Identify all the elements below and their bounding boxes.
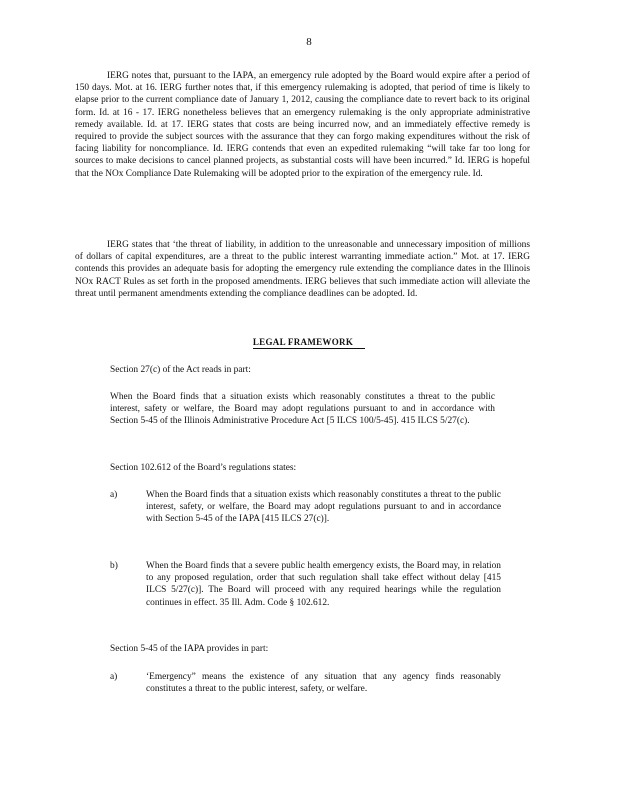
legal-framework-heading: LEGAL FRAMEWORK [253,337,365,349]
list-item-text: When the Board finds that a situation exists which reasonably constitutes a threat to the public interest, safety, or welfare, the Board may adopt regulations pursuant to and in accordance with Section 5-45 of the IAPA [415 ILCS 27(c)]. [146,490,501,525]
section-102612-intro: Section 102.612 of the Board’s regulations states: [110,463,297,473]
section-27c-intro: Section 27(c) of the Act reads in part: [110,365,251,375]
list-item-label: a) [110,672,118,682]
paragraph-ierg-emergency-rule: IERG notes that, pursuant to the IAPA, an emergency rule adopted by the Board would expire after a period of 150 days. Mot. at 16. IERG further notes that, if this emergency rulemaking is adopted, that period of time is likely to elapse prior to the current compliance date of January 1, 2012, causing the compliance date to revert back to its original form. Id. at 16 - 17. IERG nonetheless believes that an emergency rulemaking is the only appropriate administrative remedy available. Id. at 17. IERG states that costs are being incurred now, and an immediately effective remedy is required to provide the subject sources with the assurance that they can forgo making expenditures without the risk of facing liability for noncompliance. Id. IERG contends that even an expedited rulemaking “will take far too long for sources to make decisions to cancel planned projects, as substantial costs will have been incurred.” Id. IERG is hopeful that the NOx Compliance Date Rulemaking will be adopted prior to the expiration of the emergency rule. Id. [75,71,530,179]
list-item-label: b) [110,561,118,571]
section-27c-quote: When the Board finds that a situation exists which reasonably constitutes a threat to the public interest, safety or welfare, the Board may adopt regulations pursuant to and in accordance with Section 5-45 of the Illinois Administrative Procedure Act [5 ILCS 100/5-45]. 415 ILCS 5/27(c). [110,392,495,427]
section-heading [0,337,618,347]
list-item-label: a) [110,490,118,500]
list-item-text: When the Board finds that a severe public health emergency exists, the Board may, in relation to any proposed regulation, order that such regulation shall take effect without delay [415 ILCS 5/27(c)]. The Board will proceed with any required hearings while the regulation continues in effect. 35 Ill. Adm. Code § 102.612. [146,561,501,608]
section-545-intro: Section 5-45 of the IAPA provides in part: [110,644,269,654]
paragraph-ierg-threat-of-liability: IERG states that ‘the threat of liability, in addition to the unreasonable and unnecessary imposition of millions of dollars of capital expenditures, are a threat to the public interest warranting immediate action.” Mot. at 17. IERG contends this provides an adequate basis for adopting the emergency rule extending the compliance dates in the Illinois NOx RACT Rules as set forth in the proposed amendments. IERG believes that such immediate action will alleviate the threat until permanent amendments extending the compliance deadlines can be adopted. Id. [75,240,530,299]
page-number: 8 [306,36,312,48]
list-item-text: ‘Emergency” means the existence of any situation that any agency finds reasonably constitutes a threat to the public interest, safety, or welfare. [146,672,501,695]
